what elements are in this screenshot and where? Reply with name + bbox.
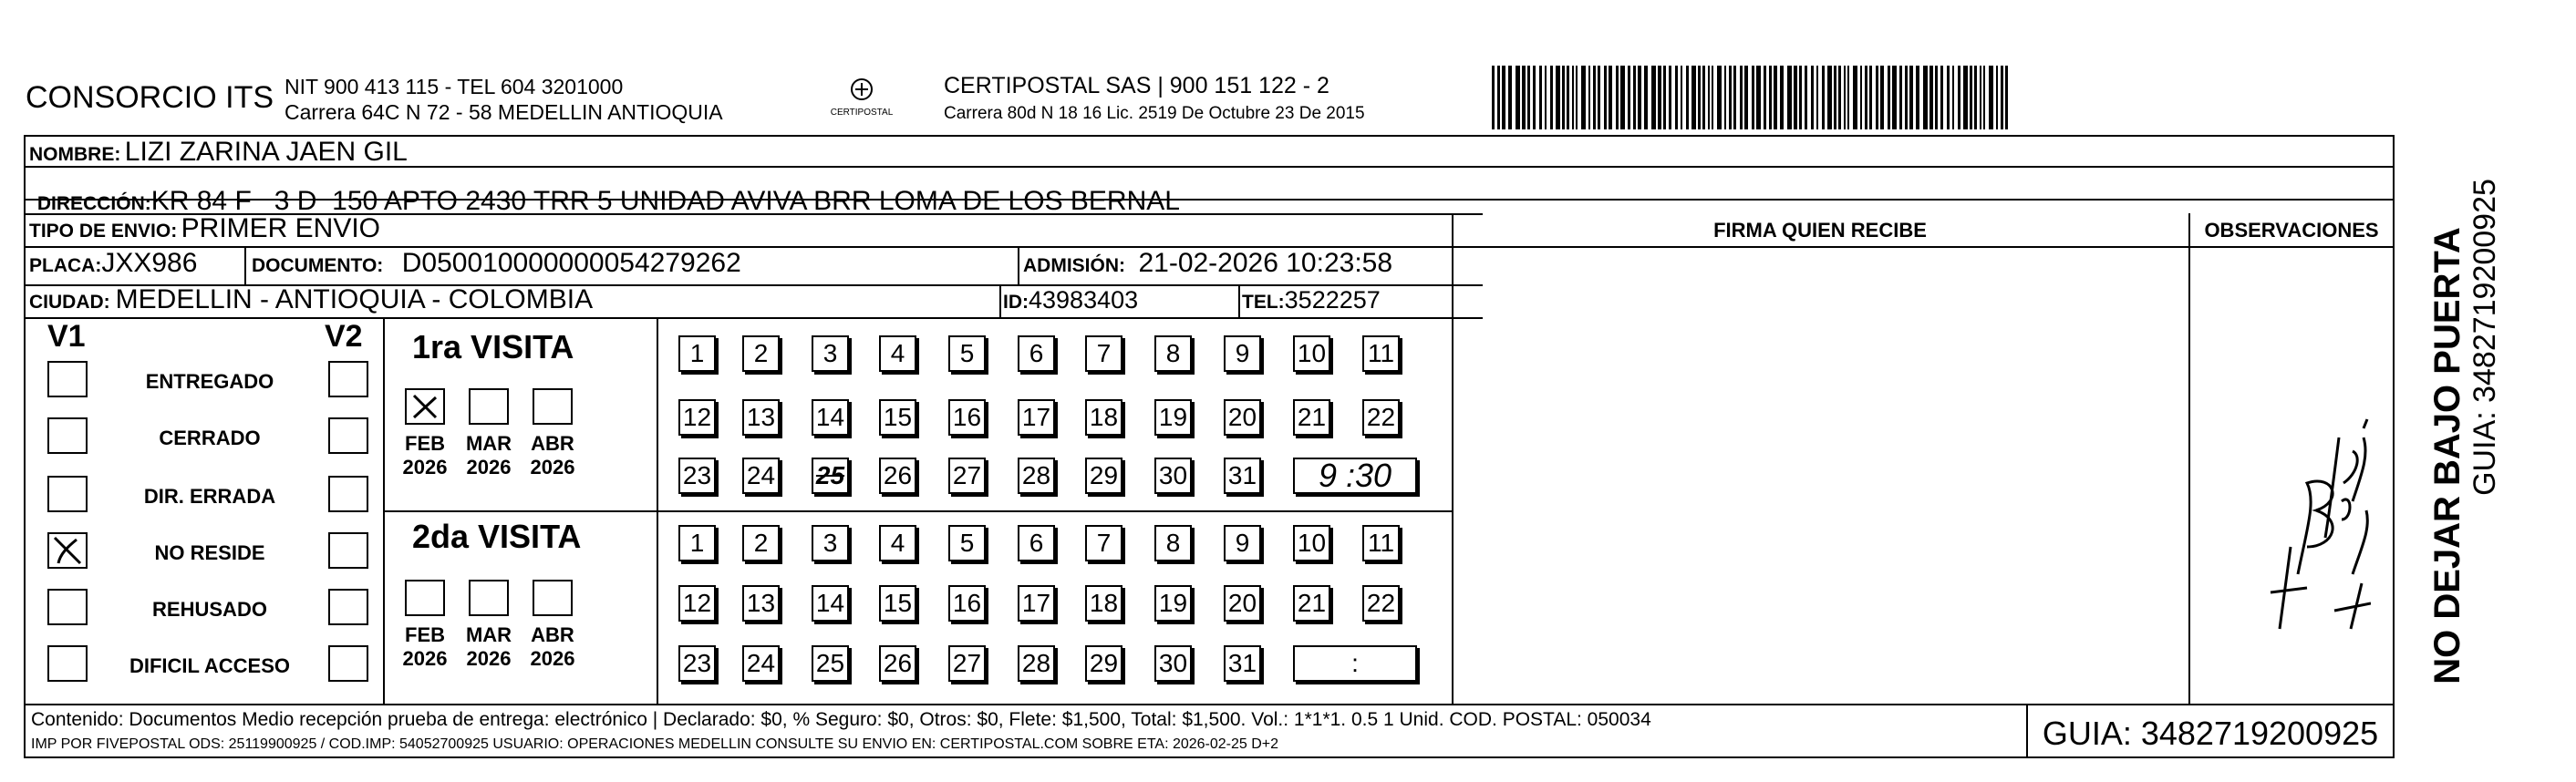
barcode-bar <box>1527 66 1530 129</box>
barcode-bar <box>1550 66 1553 129</box>
second-visit-day-21[interactable]: 21 <box>1293 585 1330 622</box>
status-option-label: REHUSADO <box>152 598 267 621</box>
second-visit-day-3[interactable]: 3 <box>812 525 849 561</box>
second-visit-day-4[interactable]: 4 <box>879 525 916 561</box>
v2-label: V2 <box>325 319 363 354</box>
first-visit-day-2[interactable]: 2 <box>742 335 780 372</box>
barcode-bar <box>1947 66 1950 129</box>
barcode-bar <box>1822 66 1825 129</box>
second-visit-day-22[interactable]: 22 <box>1362 585 1400 622</box>
handwriting-icon <box>2243 365 2371 638</box>
footer-contenido: Contenido: Documentos Medio recepción prueba de entrega: electrónico | Declarado: $0, % Seguro: $0, Otros: $0, Flete: $1,500, Total: $1,500. Vol.: 1*1*1. 0.5 1 Unid. COD. POSTAL: 050034 <box>31 709 1651 730</box>
barcode-bar <box>1567 66 1569 129</box>
company-nit: NIT 900 413 115 - TEL 604 3201000 <box>284 75 624 98</box>
barcode-bar <box>1545 66 1547 129</box>
certipostal-logo <box>825 71 898 126</box>
barcode-bar <box>1865 66 1867 129</box>
barcode-bar <box>1780 66 1784 129</box>
first-visit-day-14[interactable]: 14 <box>812 399 849 436</box>
tipo-row: TIPO DE ENVIO: PRIMER ENVIO <box>29 213 381 243</box>
first-visit-day-28[interactable]: 28 <box>1018 458 1055 494</box>
barcode-bar <box>1598 66 1600 129</box>
barcode-bar <box>1733 66 1736 129</box>
barcode-bar <box>1616 66 1619 129</box>
barcode-bar <box>1628 66 1630 129</box>
barcode-bar <box>1989 66 1993 129</box>
barcode-bar <box>1853 66 1857 129</box>
barcode-bar <box>1669 66 1671 129</box>
barcode-bar <box>1929 66 1933 129</box>
first-visit-day-22[interactable]: 22 <box>1362 399 1400 436</box>
barcode-bar <box>1717 66 1722 129</box>
second-visit-day-2[interactable]: 2 <box>742 525 780 561</box>
barcode-bar <box>1686 66 1689 129</box>
barcode-bar <box>1691 66 1696 129</box>
carrier-name: CERTIPOSTAL SAS | 900 151 122 - 2 <box>944 73 1329 98</box>
second-visit-day-10[interactable]: 10 <box>1293 525 1330 561</box>
direccion-value: KR 84 F 3 D 150 APTO 2430 TRR 5 UNIDAD AVIVA BRR LOMA DE LOS BERNAL <box>150 186 1180 216</box>
first-visit-day-9[interactable]: 9 <box>1224 335 1261 372</box>
second-visit-day-25[interactable]: 25 <box>812 645 849 682</box>
second-visit-month-checkbox[interactable] <box>533 580 573 616</box>
v2-checkbox[interactable] <box>328 589 368 625</box>
second-visit-day-28[interactable]: 28 <box>1018 645 1055 682</box>
first-visit-day-24[interactable]: 24 <box>742 458 780 494</box>
barcode-bar <box>2001 66 2003 129</box>
barcode-bar <box>1980 66 1981 129</box>
barcode-bar <box>1756 66 1761 129</box>
barcode-bar <box>1838 66 1841 129</box>
first-visit-title: 1ra VISITA <box>412 328 574 365</box>
status-option-label: DIFICIL ACCESO <box>129 654 290 677</box>
barcode-bar <box>1827 66 1832 129</box>
v1-checkbox[interactable] <box>47 645 88 682</box>
first-visit-time[interactable]: 9 :30 <box>1293 458 1417 494</box>
barcode-bar <box>1644 66 1648 129</box>
no-dejar-bajo-puerta: NO DEJAR BAJO PUERTA <box>2427 227 2467 684</box>
first-visit-day-18[interactable]: 18 <box>1085 399 1122 436</box>
status-option-label: NO RESIDE <box>154 541 265 564</box>
first-visit-day-15[interactable]: 15 <box>879 399 916 436</box>
barcode-bar <box>1593 66 1596 129</box>
first-visit-day-16[interactable]: 16 <box>948 399 986 436</box>
month-label: ABR 2026 <box>530 623 575 670</box>
id-value: 43983403 <box>1029 286 1139 314</box>
barcode-bar <box>1698 66 1701 129</box>
barcode-bar <box>2005 66 2008 129</box>
status-option-label: DIR. ERRADA <box>143 485 276 508</box>
barcode-bar <box>1847 66 1849 129</box>
status-option-label: CERRADO <box>159 427 261 449</box>
second-visit-day-17[interactable]: 17 <box>1018 585 1055 622</box>
month-label: MAR 2026 <box>465 623 512 670</box>
barcode-bar <box>1799 66 1802 129</box>
month-label: ABR 2026 <box>530 432 575 478</box>
first-visit-day-6[interactable]: 6 <box>1018 335 1055 372</box>
barcode-bar <box>1940 66 1943 129</box>
barcode-bar <box>1581 66 1586 129</box>
second-visit-day-15[interactable]: 15 <box>879 585 916 622</box>
second-visit-day-14[interactable]: 14 <box>812 585 849 622</box>
second-visit-day-12[interactable]: 12 <box>678 585 716 622</box>
logo-text: CERTIPOSTAL <box>830 108 894 118</box>
check-mark-icon <box>49 534 86 567</box>
barcode-bar <box>1533 66 1536 129</box>
second-visit-day-11[interactable]: 11 <box>1362 525 1400 561</box>
barcode-bar <box>1708 66 1710 129</box>
company-name: CONSORCIO ITS <box>26 80 274 115</box>
second-visit-day-23[interactable]: 23 <box>678 645 716 682</box>
second-visit-day-13[interactable]: 13 <box>742 585 780 622</box>
barcode-bar <box>1794 66 1797 129</box>
v2-checkbox[interactable] <box>328 476 368 512</box>
second-visit-day-19[interactable]: 19 <box>1154 585 1192 622</box>
second-visit-day-31[interactable]: 31 <box>1224 645 1261 682</box>
second-visit-day-8[interactable]: 8 <box>1154 525 1192 561</box>
first-visit-day-1[interactable]: 1 <box>678 335 716 372</box>
barcode-bar <box>1787 66 1792 129</box>
barcode-bar <box>1935 66 1938 129</box>
company-address: Carrera 64C N 72 - 58 MEDELLIN ANTIOQUIA <box>284 100 723 124</box>
barcode-bar <box>1834 66 1836 129</box>
barcode-bar <box>1916 66 1919 129</box>
footer-guia: GUIA: 3482719200925 <box>2042 715 2379 752</box>
second-visit-day-24[interactable]: 24 <box>742 645 780 682</box>
month-label: FEB 2026 <box>402 432 448 478</box>
second-visit-day-30[interactable]: 30 <box>1154 645 1192 682</box>
barcode-bar <box>1774 66 1777 129</box>
barcode-bar <box>1675 66 1678 129</box>
second-visit-title: 2da VISITA <box>412 518 582 555</box>
ciudad-row: CIUDAD: MEDELLIN - ANTIOQUIA - COLOMBIA <box>29 284 594 314</box>
firma-label: FIRMA QUIEN RECIBE <box>1713 219 1927 242</box>
guia-side: GUIA: 3482719200925 <box>2467 179 2502 496</box>
barcode-bar <box>1576 66 1578 129</box>
barcode-bar <box>1974 66 1977 129</box>
v2-checkbox[interactable] <box>328 417 368 454</box>
tel-value: 3522257 <box>1284 286 1381 314</box>
barcode-bar <box>1539 66 1542 129</box>
barcode-bar <box>1663 66 1666 129</box>
barcode-bar <box>1502 66 1505 129</box>
barcode-bar <box>1805 66 1807 129</box>
barcode-bar <box>1508 66 1512 129</box>
first-visit-day-29[interactable]: 29 <box>1085 458 1122 494</box>
barcode-bar <box>1876 66 1878 129</box>
barcode-bar <box>1744 66 1748 129</box>
observaciones-label: OBSERVACIONES <box>2204 219 2379 242</box>
carrier-address: Carrera 80d N 18 16 Lic. 2519 De Octubre 23 De 2015 <box>944 104 1365 123</box>
barcode-bar <box>1899 66 1902 129</box>
tel-row: TEL:3522257 <box>1242 286 1381 314</box>
tipo-value: PRIMER ENVIO <box>181 213 381 243</box>
barcode-bar <box>1869 66 1872 129</box>
barcode-bar <box>1909 66 1913 129</box>
v1-checkbox[interactable] <box>47 532 88 569</box>
v1-checkbox[interactable] <box>47 417 88 454</box>
v1-checkbox[interactable] <box>47 361 88 397</box>
barcode-bar <box>1958 66 1960 129</box>
v2-checkbox[interactable] <box>328 361 368 397</box>
second-visit-day-7[interactable]: 7 <box>1085 525 1122 561</box>
first-visit-day-13[interactable]: 13 <box>742 399 780 436</box>
barcode-bar <box>1604 66 1607 129</box>
barcode-bar <box>1522 66 1526 129</box>
second-visit-day-16[interactable]: 16 <box>948 585 986 622</box>
x-mark-icon <box>407 390 443 423</box>
first-visit-day-11[interactable]: 11 <box>1362 335 1400 372</box>
first-visit-month-checkbox[interactable] <box>533 388 573 425</box>
first-visit-day-3[interactable]: 3 <box>812 335 849 372</box>
v1-label: V1 <box>47 319 86 354</box>
barcode-bar <box>1562 66 1565 129</box>
second-visit-month-checkbox[interactable] <box>469 580 509 616</box>
nombre-value: LIZI ZARINA JAEN GIL <box>124 137 408 167</box>
month-label: MAR 2026 <box>465 432 512 478</box>
barcode-bar <box>1892 66 1897 129</box>
barcode-bar <box>1996 66 1998 129</box>
barcode-bar <box>1816 66 1818 129</box>
second-visit-day-27[interactable]: 27 <box>948 645 986 682</box>
first-visit-day-17[interactable]: 17 <box>1018 399 1055 436</box>
barcode-bar <box>1492 66 1495 129</box>
documento-value: D050010000000054279262 <box>401 248 741 278</box>
second-visit-day-29[interactable]: 29 <box>1085 645 1122 682</box>
first-visit-day-12[interactable]: 12 <box>678 399 716 436</box>
barcode-bar <box>1963 66 1968 129</box>
barcode-bar <box>1572 66 1574 129</box>
admision-value: 21-02-2026 10:23:58 <box>1138 248 1393 278</box>
second-visit-day-9[interactable]: 9 <box>1224 525 1261 561</box>
barcode-bar <box>1952 66 1954 129</box>
first-visit-day-26[interactable]: 26 <box>879 458 916 494</box>
barcode-bar <box>1633 66 1636 129</box>
first-visit-day-30[interactable]: 30 <box>1154 458 1192 494</box>
nombre-row: NOMBRE: LIZI ZARINA JAEN GIL <box>29 137 408 167</box>
first-visit-day-25[interactable]: 25 <box>812 458 849 494</box>
barcode-bar <box>1983 66 1985 129</box>
second-visit-day-18[interactable]: 18 <box>1085 585 1122 622</box>
barcode-bar <box>1638 66 1641 129</box>
first-visit-day-5[interactable]: 5 <box>948 335 986 372</box>
first-visit-day-7[interactable]: 7 <box>1085 335 1122 372</box>
status-option-label: ENTREGADO <box>145 370 274 393</box>
barcode-bar <box>1752 66 1754 129</box>
footer-imp: IMP POR FIVEPOSTAL ODS: 25119900925 / COD.IMP: 54052700925 USUARIO: OPERACIONES MEDELLIN CONSULTE SU ENVIO EN: CERTIPOSTAL.COM SOBRE ETA: 2026-02-25 D+2 <box>31 736 1279 752</box>
second-visit-time[interactable]: : <box>1293 645 1417 682</box>
barcode-bar <box>1923 66 1928 129</box>
barcode-bar <box>1651 66 1656 129</box>
admision-row: ADMISIÓN: 21-02-2026 10:23:58 <box>1023 248 1393 278</box>
first-visit-day-8[interactable]: 8 <box>1154 335 1192 372</box>
barcode-bar <box>1497 66 1500 129</box>
v1-checkbox[interactable] <box>47 476 88 512</box>
barcode-bar <box>1516 66 1520 129</box>
second-visit-day-1[interactable]: 1 <box>678 525 716 561</box>
barcode-bar <box>1860 66 1862 129</box>
second-visit-day-6[interactable]: 6 <box>1018 525 1055 561</box>
first-visit-day-19[interactable]: 19 <box>1154 399 1192 436</box>
barcode-bar <box>1556 66 1560 129</box>
v1-checkbox[interactable] <box>47 589 88 625</box>
first-visit-day-21[interactable]: 21 <box>1293 399 1330 436</box>
first-visit-day-10[interactable]: 10 <box>1293 335 1330 372</box>
second-visit-day-20[interactable]: 20 <box>1224 585 1261 622</box>
second-visit-day-26[interactable]: 26 <box>879 645 916 682</box>
barcode-bar <box>1888 66 1890 129</box>
barcode-bar <box>1970 66 1972 129</box>
documento-row: DOCUMENTO: D050010000000054279262 <box>252 248 741 278</box>
barcode-bar <box>1905 66 1908 129</box>
ciudad-value: MEDELLIN - ANTIOQUIA - COLOMBIA <box>115 284 594 314</box>
barcode-bar <box>1764 66 1766 129</box>
barcode-bar <box>1880 66 1884 129</box>
barcode-bar <box>1588 66 1590 129</box>
barcode-bar <box>1609 66 1612 129</box>
placa-value: JXX986 <box>101 248 198 278</box>
barcode-bar <box>1658 66 1661 129</box>
month-label: FEB 2026 <box>402 623 448 670</box>
barcode-bar <box>1712 66 1713 129</box>
handwritten-observation <box>2243 365 2371 638</box>
barcode-bar <box>1844 66 1846 129</box>
first-visit-month-checkbox[interactable] <box>469 388 509 425</box>
barcode-bar <box>1620 66 1625 129</box>
second-visit-month-checkbox[interactable] <box>405 580 445 616</box>
placa-row: PLACA:JXX986 <box>29 248 198 278</box>
direccion-row: DIRECCIÓN:KR 84 F 3 D 150 APTO 2430 TRR 5 UNIDAD AVIVA BRR LOMA DE LOS BERNAL <box>36 186 1180 216</box>
logo-icon <box>825 71 898 126</box>
barcode <box>1492 66 2012 129</box>
barcode-bar <box>1724 66 1726 129</box>
first-visit-day-31[interactable]: 31 <box>1224 458 1261 494</box>
barcode-bar <box>1769 66 1772 129</box>
first-visit-day-23[interactable]: 23 <box>678 458 716 494</box>
v2-checkbox[interactable] <box>328 532 368 569</box>
barcode-bar <box>1729 66 1732 129</box>
second-visit-day-5[interactable]: 5 <box>948 525 986 561</box>
barcode-bar <box>1702 66 1705 129</box>
id-row: ID:43983403 <box>1003 286 1139 314</box>
first-visit-day-4[interactable]: 4 <box>879 335 916 372</box>
v2-checkbox[interactable] <box>328 645 368 682</box>
first-visit-day-20[interactable]: 20 <box>1224 399 1261 436</box>
barcode-bar <box>1811 66 1814 129</box>
barcode-bar <box>1681 66 1682 129</box>
first-visit-month-checkbox[interactable] <box>405 388 445 425</box>
first-visit-day-27[interactable]: 27 <box>948 458 986 494</box>
barcode-bar <box>1740 66 1743 129</box>
